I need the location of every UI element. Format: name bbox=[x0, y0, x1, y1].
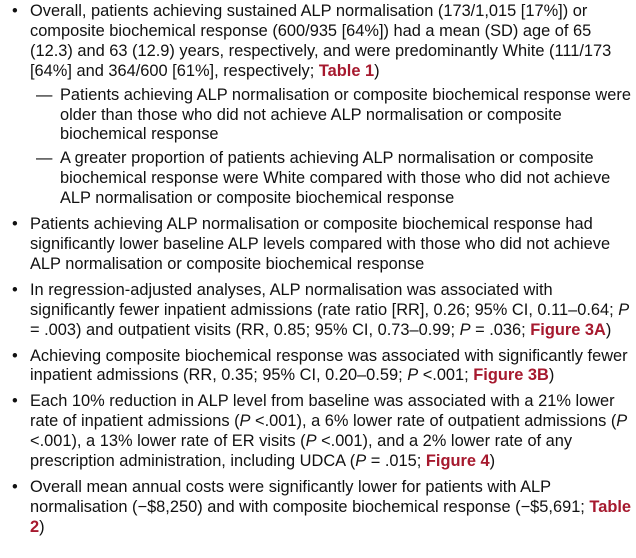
sub-bullet-age: — Patients achieving ALP normalisation or composite biochemical response were older than those who did not achieve ALP normalisation or composite biochemical response bbox=[2, 86, 632, 146]
p-value-symbol: P bbox=[305, 432, 317, 451]
p-value-symbol: P bbox=[355, 452, 367, 471]
bullet-annual-costs: • Overall mean annual costs were significantly lower for patients with ALP normalisation (−$8,250) and with composite biochemical response (−$5,691; Table 2) bbox=[2, 478, 632, 538]
bullet-alp-reduction: • Each 10% reduction in ALP level from baseline was associated with a 21% lower rate of inpatient admissions (P <.001), a 6% lower rate of outpatient admissions (P <.001), a 13% lower rate of ER visits (P <.001), and a 2% lower rate of any prescription administration, including UDCA (P = .015; Figure 4) bbox=[2, 392, 632, 472]
bullet-baseline-alp bbox=[2, 215, 632, 275]
bullet-composite-response: • Achieving composite biochemical response was associated with significantly fewer inpatient admissions (RR, 0.35; 95% CI, 0.20–0.59; P <.001; Figure 3B) bbox=[2, 347, 632, 387]
p-value-symbol: P bbox=[407, 366, 419, 385]
figure-4-reference[interactable]: Figure 4 bbox=[425, 452, 490, 471]
bullet-text: Patients achieving ALP normalisation or composite biochemical response had significantly lower baseline ALP levels compared with those who did not achieve ALP normalisation or composite biochemical response bbox=[30, 215, 611, 273]
sub-bullet-list bbox=[30, 86, 632, 209]
figure-3b-reference[interactable]: Figure 3B bbox=[473, 366, 549, 385]
bullet-text: Overall, patients achieving sustained ALP normalisation (173/1,015 [17%]) or composite biochemical response (600/935 [64%]) had a mean (SD) age of 65 (12.3) and 63 (12.9) years, respectively, and were predominantly White (111/173 [64%] and 364/600 [61%], respectively; bbox=[30, 2, 612, 80]
sub-bullet-race: — A greater proportion of patients achieving ALP normalisation or composite biochemical response were White compared with those who did not achieve ALP normalisation or composite biochemical response bbox=[2, 149, 632, 209]
p-value-symbol: P bbox=[618, 300, 630, 319]
p-value-symbol: P bbox=[459, 320, 471, 339]
table-1-reference[interactable]: Table 1 bbox=[318, 61, 375, 80]
bullet-demographics: • Overall, patients achieving sustained ALP normalisation (173/1,015 [17%]) or composite biochemical response (600/935 [64%]) had a mean (SD) age of 65 (12.3) and 63 (12.9) years, respectively, and were predominantly White (111/173 [64%] and 364/600 [61%], respectively; Table 1) — Patients achieving ALP normalisation or composite biochemical response were older than those who did not achieve ALP normalisation or composite biochemical response — A greater proportion of patients achieving ALP normalisation or composite biochemical response were White compared with those who did not achieve ALP normalisation or composite biochemical response bbox=[2, 2, 632, 209]
table-2-reference[interactable]: Table 2 bbox=[30, 497, 632, 536]
p-value-symbol: P bbox=[616, 412, 628, 431]
p-value-symbol: P bbox=[239, 412, 251, 431]
figure-3a-reference[interactable]: Figure 3A bbox=[530, 320, 606, 339]
bullet-regression-alp-normalisation: • In regression-adjusted analyses, ALP normalisation was associated with significantly fewer inpatient admissions (rate ratio [RR], 0.26; 95% CI, 0.11–0.64; P = .003) and outpatient visits (RR, 0.85; 95% CI, 0.73–0.99; P = .036; Figure 3A) bbox=[2, 281, 632, 341]
